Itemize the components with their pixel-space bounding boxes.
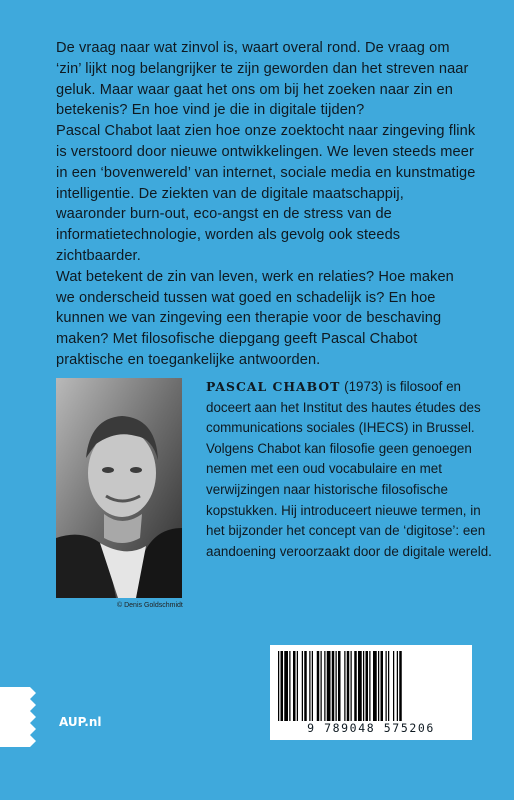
- back-cover-blurb: [56, 38, 476, 371]
- isbn-barcode: [270, 645, 472, 740]
- publisher-logo-icon: [0, 687, 36, 747]
- photo-credit: © Denis Goldschmidt: [117, 602, 183, 609]
- isbn-number: 9 789048 575206: [307, 721, 435, 735]
- author-bio-text: (1973) is filosoof en doceert aan het Institut des hautes études des communications sociales (IHECS) in Brussel. Volgens Chabot kan filosofie geen genoegen nemen met een oud vocabulaire en met verwijzingen naar historische filosofische kopstukken. Hij introduceert nieuwe termen, in het bijzonder het concept van de ‘digitose’: een aandoening veroorzaakt door de digitale wereld.: [206, 379, 492, 559]
- author-bio: [206, 377, 492, 562]
- blurb-paragraph: Wat betekent de zin van leven, werk en relaties? Hoe maken we onderscheid tussen wat goed en schadelijk is? En hoe kunnen we van zingeving een therapie voor de beschaving maken? Met filosofische diepgang geeft Pascal Chabot praktische en toegankelijke antwoorden.: [56, 268, 454, 368]
- blurb-paragraph: Pascal Chabot laat zien hoe onze zoektocht naar zingeving flink is verstoord door nieuwe ontwikkelingen. We leven steeds meer in een ‘bovenwereld’ van internet, sociale media en kunstmatige intelligentie. De ziekten van de digitale maatschappij, waaronder burn-out, eco-angst en de stress van de informatietechnologie, worden als gevolg ook steeds zichtbaarder.: [56, 123, 476, 264]
- blurb-paragraph: De vraag naar wat zinvol is, waart overal rond. De vraag om ‘zin’ lijkt nog belangrijker te zijn geworden dan het streven naar geluk. Maar waar gaat het ons om bij het zoeken naar zin en betekenis? En hoe vind je die in digitale tijden?: [56, 40, 469, 119]
- publisher-url: AUP.nl: [59, 715, 102, 729]
- author-name: PASCAL CHABOT: [206, 379, 341, 394]
- author-photo: [56, 378, 182, 598]
- barcode-bars: [278, 651, 464, 721]
